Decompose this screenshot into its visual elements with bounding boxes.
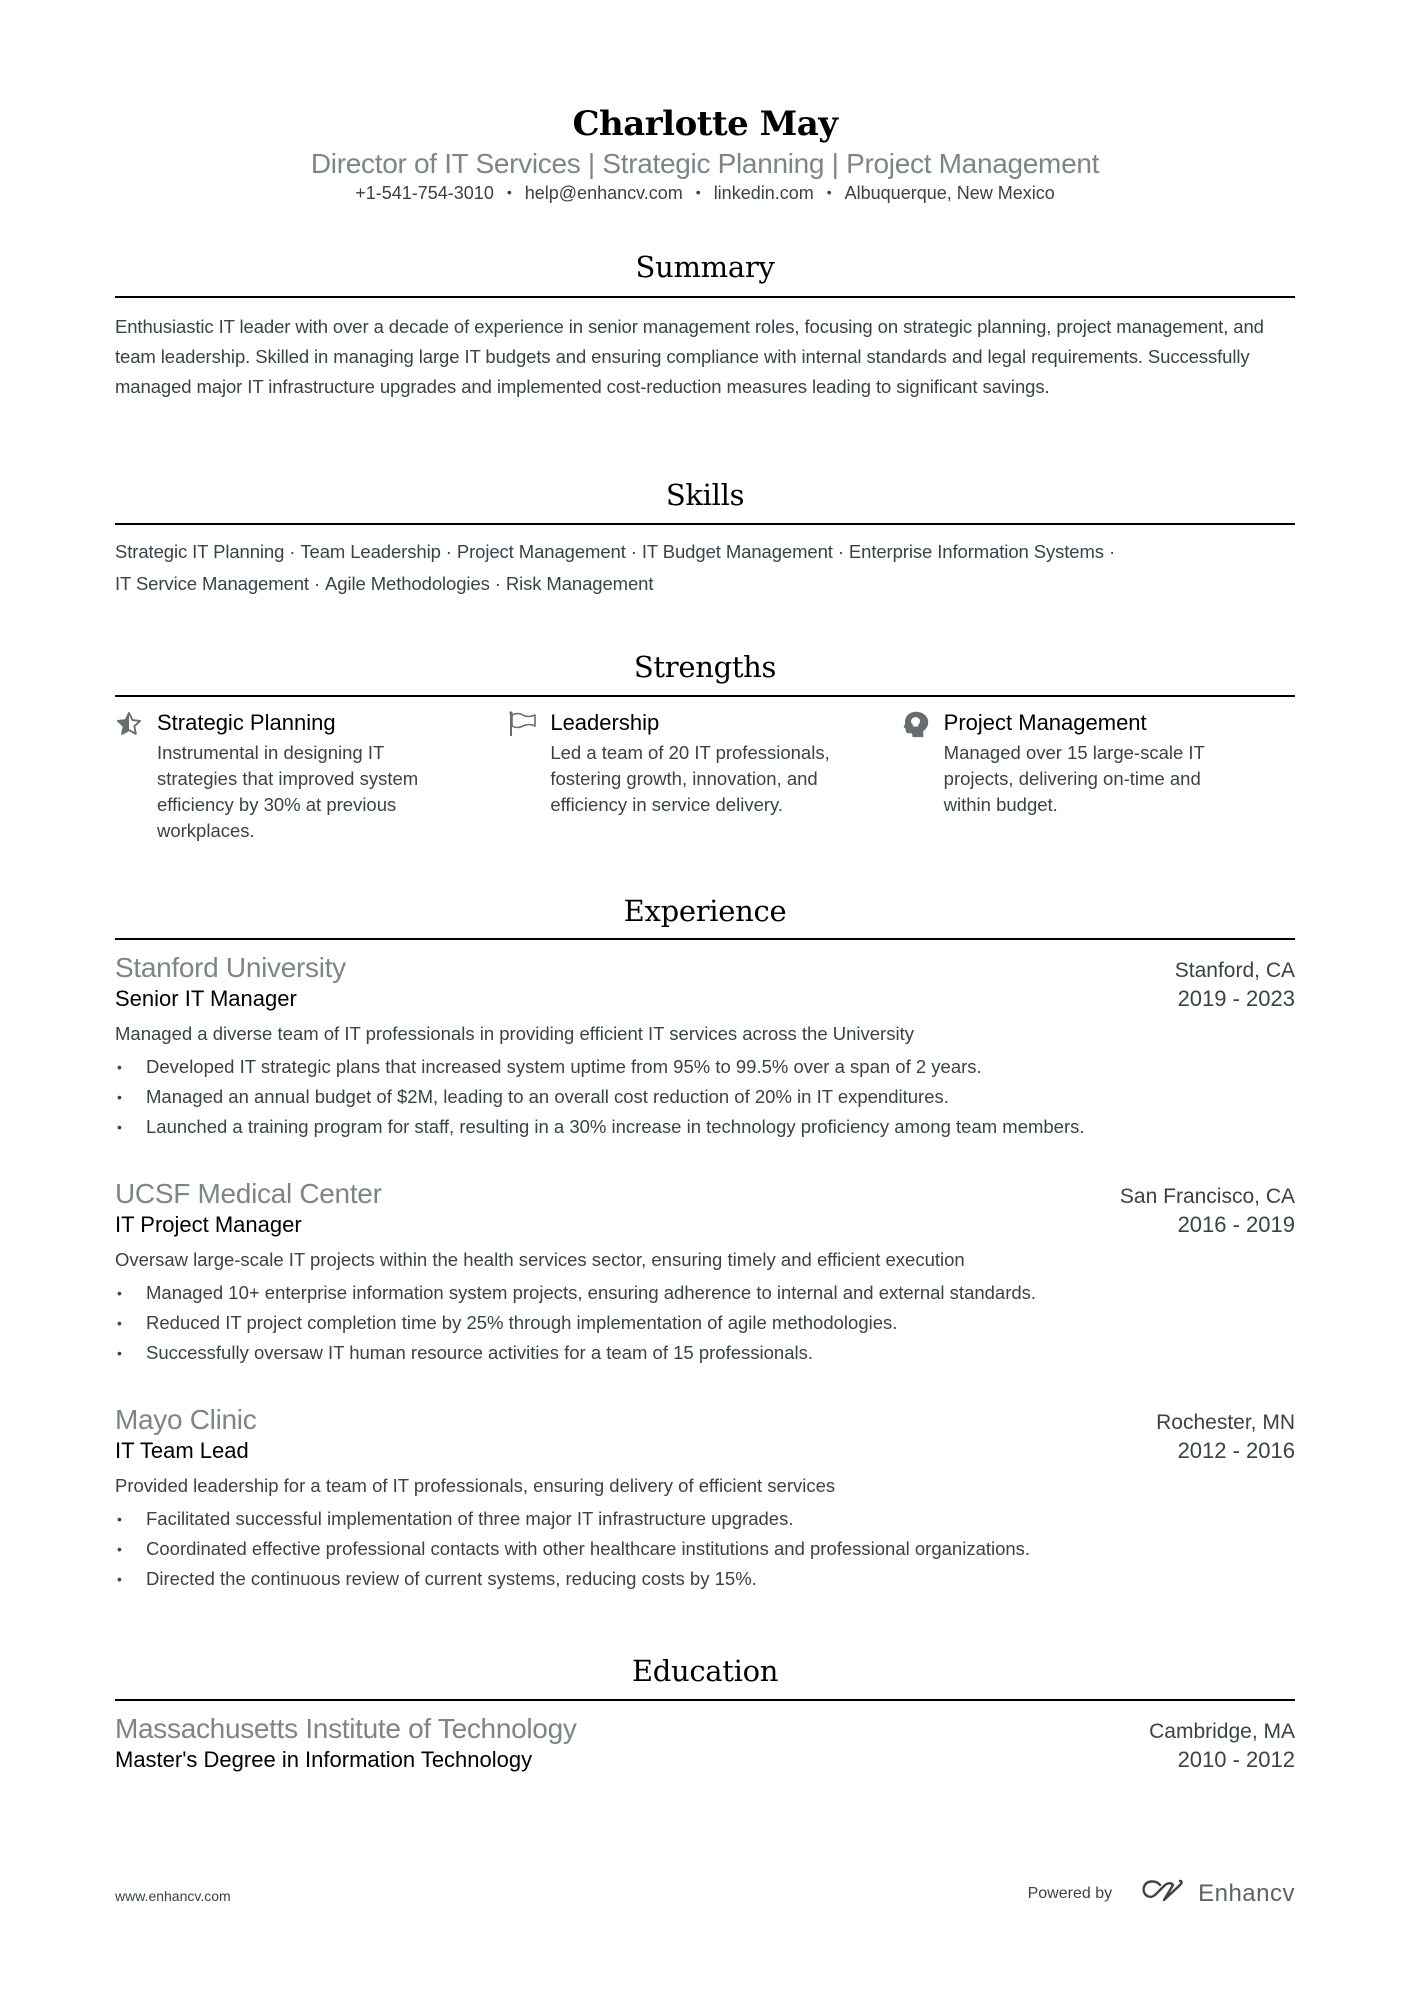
achievement-item: • Managed an annual budget of $2M, leading to an overall cost reduction of 20% in IT expenditures. (115, 1082, 1295, 1112)
entry-description: Provided leadership for a team of IT professionals, ensuring delivery of efficient services (115, 1475, 836, 1496)
strength-item (115, 708, 508, 844)
skill-item: Strategic IT Planning (115, 541, 285, 562)
summary-text: Enthusiastic IT leader with over a decade of experience in senior management roles, focusing on strategic planning, project management, and team leadership. Skilled in managing large IT budgets and ensuring compliance with internal standards and legal requirements. Successfully managed major IT infrastructure upgrades and implemented cost-reduction measures leading to significant savings. (115, 316, 1264, 397)
strength-description: Instrumental in designing IT strategies that improved system efficiency by 30% at previous workplaces. (157, 742, 419, 841)
strength-item (902, 708, 1295, 844)
section-title-strengths: Strengths (633, 650, 777, 684)
achievement-item: • Directed the continuous review of current systems, reducing costs by 15%. (115, 1564, 1295, 1594)
entry-location: Cambridge, MA (1149, 1720, 1295, 1743)
separator: · (1108, 541, 1116, 562)
section-divider (115, 296, 1295, 298)
entry-dates: 2012 - 2016 (1177, 1438, 1295, 1463)
separator: • (695, 184, 701, 200)
skill-item: Agile Methodologies (325, 573, 490, 594)
email[interactable]: help@enhancv.com (524, 183, 683, 203)
achievement-item: • Facilitated successful implementation of three major IT infrastructure upgrades. (115, 1504, 1295, 1534)
skill-item: Team Leadership (300, 541, 441, 562)
skill-item: IT Service Management (115, 573, 309, 594)
skill-item: Enterprise Information Systems (848, 541, 1104, 562)
enhancv-logo-icon (1140, 1878, 1186, 1909)
separator: • (826, 184, 832, 200)
achievement-item: • Managed 10+ enterprise information system projects, ensuring adherence to internal and external standards. (115, 1278, 1295, 1308)
achievement-list (115, 1052, 1295, 1142)
job-role: IT Team Lead (115, 1438, 249, 1463)
achievement-item: • Coordinated effective professional contacts with other healthcare institutions and professional organizations. (115, 1534, 1295, 1564)
experience-entry (115, 952, 1295, 1142)
contact-info (115, 183, 1295, 204)
brand-name: Enhancv (1198, 1879, 1295, 1907)
education-entry (115, 1713, 1295, 1773)
section-divider (115, 695, 1295, 697)
section-divider (115, 523, 1295, 525)
entry-dates: 2016 - 2019 (1177, 1212, 1295, 1237)
experience-entry (115, 1404, 1295, 1594)
separator: · (313, 573, 321, 594)
candidate-title: Director of IT Services | Strategic Planning | Project Management (310, 148, 1100, 179)
phone: +1-541-754-3010 (355, 183, 494, 203)
strengths-list (115, 708, 1295, 844)
entry-description: Oversaw large-scale IT projects within the health services sector, ensuring timely and efficient execution (115, 1249, 965, 1270)
separator: · (837, 541, 844, 562)
strength-item (508, 708, 901, 844)
footer-branding (1028, 1878, 1295, 1909)
achievement-list (115, 1504, 1295, 1594)
section-title-summary: Summary (635, 250, 775, 284)
strength-description: Led a team of 20 IT professionals, fostering growth, innovation, and efficiency in service delivery. (550, 742, 830, 815)
entry-location: Stanford, CA (1174, 959, 1295, 982)
organization: Mayo Clinic (115, 1404, 257, 1435)
entry-dates: 2010 - 2012 (1177, 1747, 1295, 1772)
section-divider (115, 1699, 1295, 1701)
footer-website[interactable]: www.enhancv.com (115, 1888, 231, 1904)
separator: · (630, 541, 637, 562)
separator: · (494, 573, 501, 594)
degree: Master's Degree in Information Technology (115, 1747, 533, 1772)
achievement-item: • Launched a training program for staff, resulting in a 30% increase in technology proficiency among team members. (115, 1112, 1295, 1142)
section-title-skills: Skills (665, 478, 745, 512)
linkedin[interactable]: linkedin.com (713, 183, 814, 203)
skill-item: Risk Management (505, 573, 654, 594)
job-role: IT Project Manager (115, 1212, 302, 1237)
section-divider (115, 938, 1295, 940)
star-icon (115, 708, 147, 742)
separator: · (445, 541, 452, 562)
skill-item: IT Budget Management (641, 541, 833, 562)
job-role: Senior IT Manager (115, 986, 297, 1011)
section-title-education: Education (631, 1654, 779, 1688)
flag-icon (508, 708, 540, 742)
strength-title: Project Management (943, 710, 1147, 735)
strength-title: Strategic Planning (157, 710, 336, 735)
achievement-item: • Developed IT strategic plans that increased system uptime from 95% to 99.5% over a span of 2 years. (115, 1052, 1295, 1082)
entry-location: San Francisco, CA (1119, 1185, 1295, 1208)
separator: · (289, 541, 296, 562)
organization: Stanford University (115, 952, 346, 983)
institution: Massachusetts Institute of Technology (115, 1713, 577, 1744)
strength-title: Leadership (550, 710, 660, 735)
entry-description: Managed a diverse team of IT professionals in providing efficient IT services across the University (115, 1023, 914, 1044)
skills-list (115, 536, 1255, 600)
skill-item: Project Management (456, 541, 626, 562)
entry-location: Rochester, MN (1156, 1411, 1295, 1434)
achievement-item: • Reduced IT project completion time by 25% through implementation of agile methodologies. (115, 1308, 1295, 1338)
powered-by-label: Powered by (1027, 1884, 1113, 1902)
achievement-list (115, 1278, 1295, 1368)
entry-dates: 2019 - 2023 (1177, 986, 1295, 1011)
strength-description: Managed over 15 large-scale IT projects, delivering on-time and within budget. (943, 742, 1205, 815)
organization: UCSF Medical Center (115, 1178, 382, 1209)
candidate-name: Charlotte May (572, 104, 838, 144)
section-title-experience: Experience (623, 894, 787, 928)
separator: • (506, 184, 512, 200)
experience-entry (115, 1178, 1295, 1368)
location: Albuquerque, New Mexico (844, 183, 1055, 203)
achievement-item: • Successfully oversaw IT human resource activities for a team of 15 professionals. (115, 1338, 1295, 1368)
head-icon (902, 708, 934, 742)
